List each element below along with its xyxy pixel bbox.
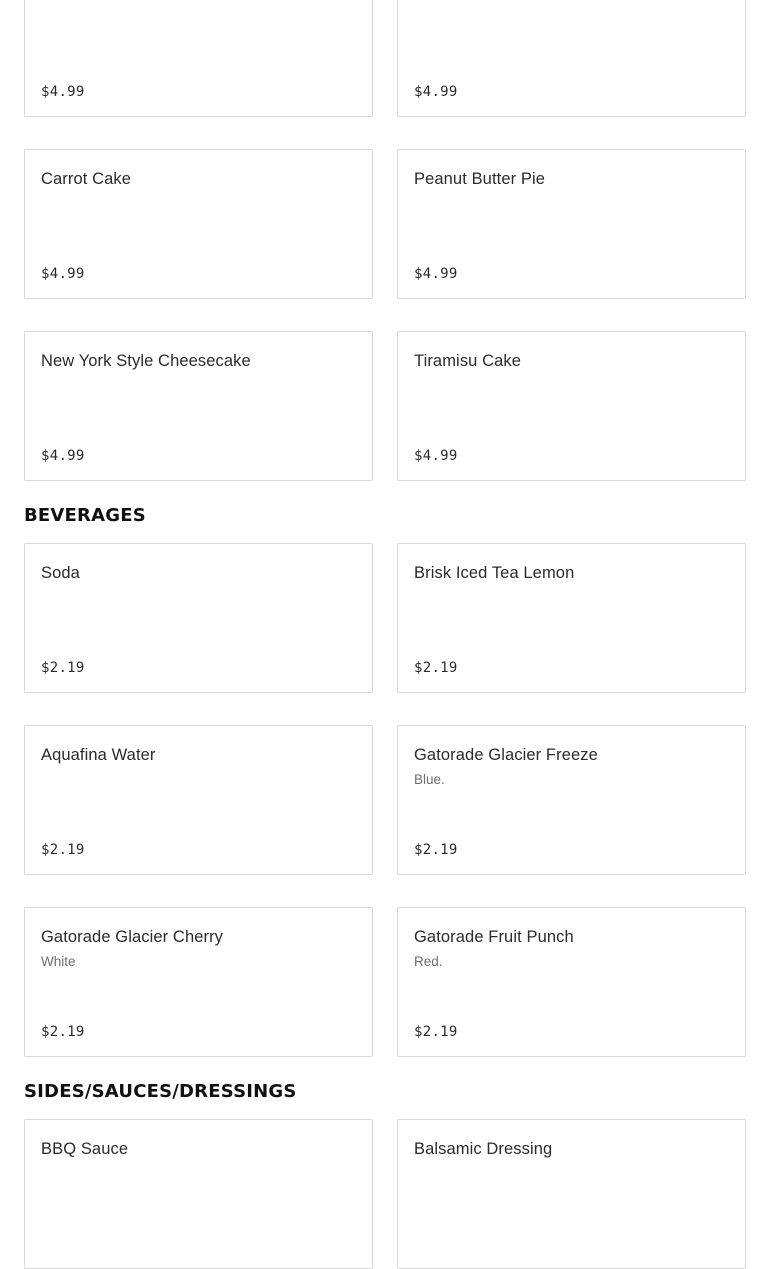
menu-item-description: White	[41, 954, 76, 969]
menu-item-name: Balsamic Dressing	[414, 1140, 553, 1158]
menu-item-name: Carrot Cake	[41, 170, 132, 188]
menu-item-price: $2.19	[41, 842, 85, 858]
menu-item-card[interactable]	[397, 725, 746, 875]
menu-item-card[interactable]	[24, 331, 373, 481]
menu-item-card[interactable]	[24, 149, 373, 299]
menu-item-name: Brisk Iced Tea Lemon	[414, 564, 575, 582]
menu-item-card[interactable]	[397, 1119, 746, 1269]
menu-item-price: $4.99	[414, 266, 458, 282]
menu-item-name: Gatorade Glacier Freeze	[414, 746, 598, 764]
menu-item-card[interactable]	[397, 0, 746, 117]
section-title-sides-sauces-dressings: SIDES/SAUCES/DRESSINGS	[24, 1081, 297, 1102]
menu-item-name: Gatorade Fruit Punch	[414, 928, 574, 946]
menu-item-price: $2.19	[414, 660, 458, 676]
menu-item-name: Peanut Butter Pie	[414, 170, 546, 188]
menu-item-name: Soda	[41, 564, 80, 582]
menu-item-card[interactable]	[24, 1119, 373, 1269]
menu-item-card[interactable]	[397, 149, 746, 299]
menu-item-name: Tiramisu Cake	[414, 352, 522, 370]
menu-item-name: Gatorade Glacier Cherry	[41, 928, 224, 946]
menu-item-name: New York Style Cheesecake	[41, 352, 251, 370]
menu-item-name: Aquafina Water	[41, 746, 156, 764]
menu-item-card[interactable]	[24, 907, 373, 1057]
menu-item-price: $2.19	[41, 660, 85, 676]
section-title-beverages: BEVERAGES	[24, 505, 146, 526]
beverages-grid	[24, 543, 770, 1057]
menu-item-description: Blue.	[414, 772, 445, 787]
menu-item-name: BBQ Sauce	[41, 1140, 129, 1158]
menu-item-card[interactable]	[397, 543, 746, 693]
desserts-grid	[24, 0, 770, 481]
menu-item-price: $2.19	[41, 1024, 85, 1040]
menu-item-price: $4.99	[414, 448, 458, 464]
menu-item-card[interactable]	[397, 331, 746, 481]
menu-item-card[interactable]	[397, 907, 746, 1057]
menu-item-price: $4.99	[414, 84, 458, 100]
menu-item-card[interactable]	[24, 0, 373, 117]
menu-item-card[interactable]	[24, 543, 373, 693]
menu-item-price: $4.99	[41, 266, 85, 282]
menu-item-price: $4.99	[41, 84, 85, 100]
menu-item-price: $4.99	[41, 448, 85, 464]
menu-item-description: Red.	[414, 954, 443, 969]
menu-item-price: $2.19	[414, 1024, 458, 1040]
sides-grid	[24, 1119, 770, 1269]
menu-item-card[interactable]	[24, 725, 373, 875]
menu-item-price: $2.19	[414, 842, 458, 858]
